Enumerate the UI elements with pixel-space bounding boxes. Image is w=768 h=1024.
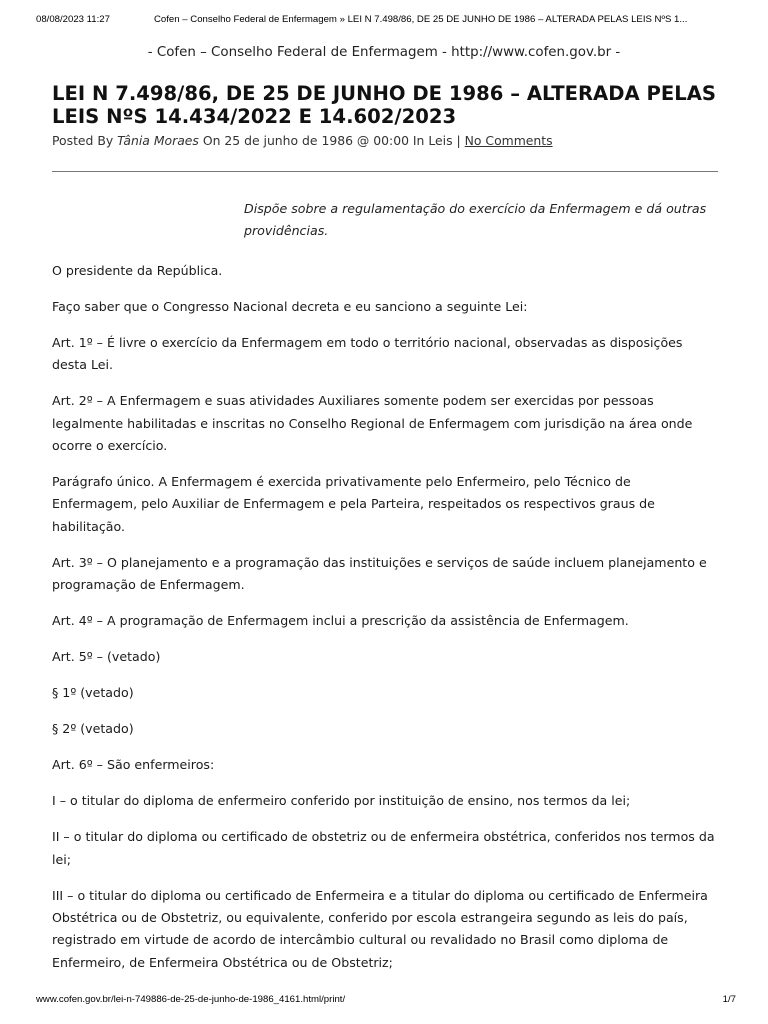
body-paragraph: I – o titular do diploma de enfermeiro conferido por instituição de ensino, nos termos da lei;	[52, 793, 631, 809]
body-paragraph: Art. 2º – A Enfermagem e suas atividades Auxiliares somente podem ser exercidas por pessoas legalmente habilitadas e inscritas no Conselho Regional de Enfermagem com jurisdição na área onde ocorre o exercício.	[52, 393, 693, 454]
article-title: LEI N 7.498/86, DE 25 DE JUNHO DE 1986 – ALTERADA PELAS LEIS NºS 14.434/2022 E 14.602/2023	[52, 82, 716, 128]
body-paragraph: Art. 5º – (vetado)	[52, 649, 161, 665]
body-paragraph: Art. 1º – É livre o exercício da Enfermagem em todo o território nacional, observadas as disposições desta Lei.	[52, 334, 683, 373]
body-paragraph: Art. 6º – São enfermeiros:	[52, 757, 215, 773]
byline-date-category: On 25 de junho de 1986 @ 00:00 In Leis |	[202, 133, 461, 148]
header-divider	[52, 171, 718, 172]
print-datetime: 08/08/2023 11:27	[36, 14, 110, 25]
body-paragraph: Parágrafo único. A Enfermagem é exercida privativamente pelo Enfermeiro, pelo Técnico de Enfermagem, pelo Auxiliar de Enfermagem e pela Parteira, respeitados os respectivos graus de habilitação.	[52, 474, 655, 534]
article-byline	[52, 133, 553, 148]
page-number: 1/7	[722, 994, 736, 1005]
byline-posted-by: Posted By	[52, 133, 114, 148]
body-paragraph: II – o titular do diploma ou certificado de obstetriz ou de enfermeira obstétrica, conferidos nos termos da lei;	[52, 829, 715, 867]
body-paragraph: III – o titular do diploma ou certificado de Enfermeira e a titular do diploma ou certificado de Enfermeira Obstétrica ou de Obstetriz, ou equivalente, conferido por escola estrangeira segundo as leis do país, registrado em virtude de acordo de intercâmbio cultural ou revalidado no Brasil como diploma de Enfermeiro, de Enfermeira Obstétrica ou de Obstetriz;	[52, 887, 708, 970]
article-body	[52, 198, 718, 988]
body-paragraph: Art. 3º – O planejamento e a programação das instituições e serviços de saúde incluem planejamento e programação de Enfermagem.	[52, 554, 707, 593]
body-paragraph: O presidente da República.	[52, 262, 223, 278]
body-paragraph: § 2º (vetado)	[52, 721, 134, 737]
body-paragraph: Faço saber que o Congresso Nacional decreta e eu sanciono a seguinte Lei:	[52, 298, 528, 314]
site-tagline: - Cofen – Conselho Federal de Enfermagem - http://www.cofen.gov.br -	[147, 45, 621, 60]
print-url: www.cofen.gov.br/lei-n-749886-de-25-de-junho-de-1986_4161.html/print/	[36, 994, 346, 1005]
byline-author: Tânia Moraes	[117, 133, 199, 148]
comments-link[interactable]: No Comments	[464, 133, 553, 148]
body-paragraph: § 1º (vetado)	[52, 685, 134, 701]
body-paragraph: Art. 4º – A programação de Enfermagem inclui a prescrição da assistência de Enfermagem.	[52, 613, 629, 629]
law-ementa: Dispõe sobre a regulamentação do exercício da Enfermagem e dá outras providências.	[244, 201, 707, 239]
print-page-title: Cofen – Conselho Federal de Enfermagem » LEI N 7.498/86, DE 25 DE JUNHO DE 1986 – ALTERADA PELAS LEIS NºS 1...	[154, 14, 688, 25]
